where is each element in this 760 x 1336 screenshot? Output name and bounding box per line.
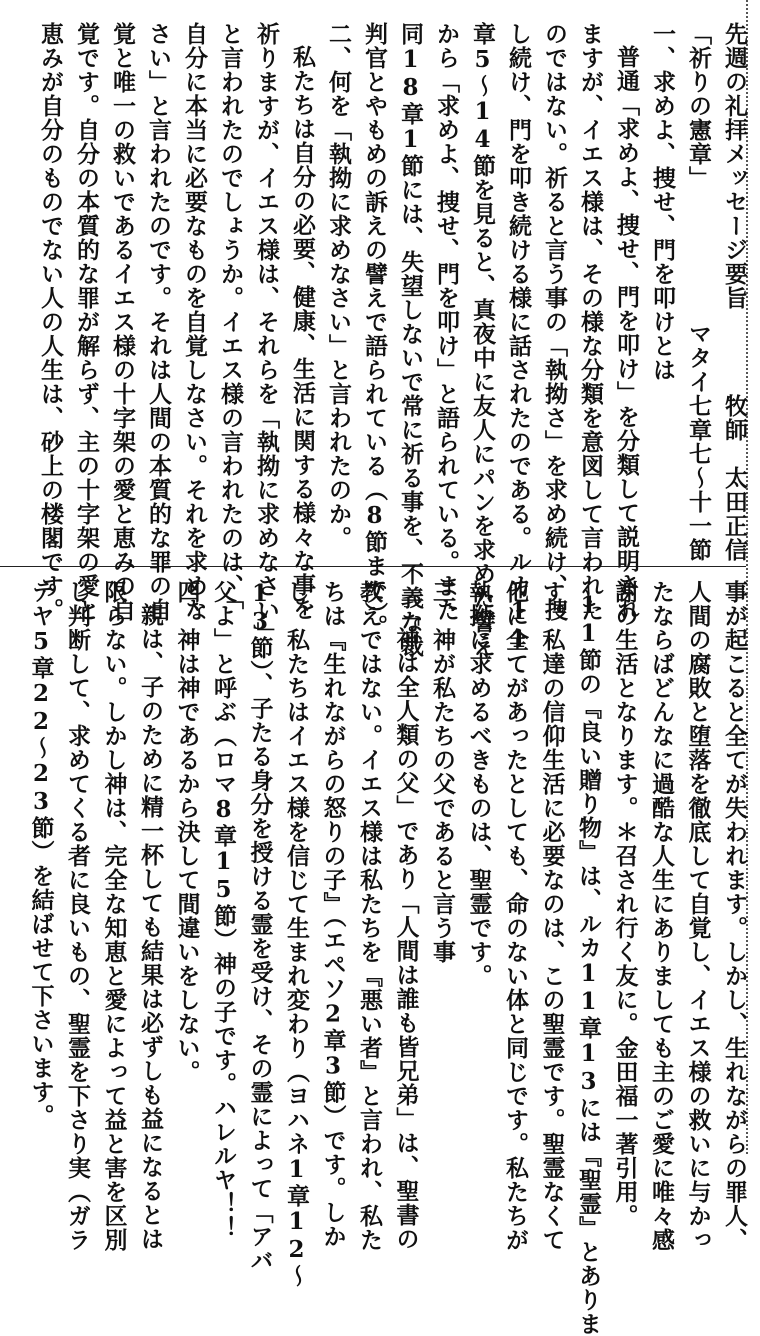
text-line: 覚です。自分の本質的な罪が解らず、主の十字架の愛と: [73, 22, 100, 622]
text-line: 人間の腐敗と堕落を徹底して自覚し、イエス様の救いに与かっ: [684, 580, 712, 1252]
text-line: 私たちは自分の必要、健康、生活に関する様々な事を: [289, 45, 316, 621]
pastor-name: 牧師 太田正信: [721, 394, 748, 562]
text-line: す。私達の信仰生活に必要なのは、この聖霊です。聖霊なくて: [538, 580, 566, 1252]
section-heading-4: 四、神は神であるから決して間違いをしない。: [173, 580, 201, 1084]
text-line: たならばどんなに過酷な人生にありましても主のご愛に唯々感: [648, 580, 675, 1252]
text-line: 親は、子のために精一杯しても結果は必ずしも益になるとは: [137, 603, 164, 1251]
text-line: 章5～14節を見ると、真夜中に友人にパンを求めた譬え: [469, 22, 496, 658]
text-line: と言われたのでしょうか。イエス様の言われたのは、「: [217, 22, 244, 611]
text-line: 他に全てがあったとしても、命のない体と同じです。私たちが: [502, 580, 529, 1252]
text-line: 13節）、子たる身分を授ける霊を受け、その霊によって「アバ: [246, 580, 274, 1273]
text-line: し判断して、求めてくる者に良いもの、聖霊を下さり実（ガラ: [64, 580, 91, 1252]
text-line: し、私たちはイエス様を信じて生まれ変わり（ヨハネ1章12～: [283, 580, 310, 1288]
section-heading-3: 三、神が私たちの父であると言う事: [429, 580, 456, 964]
text-line: 自分に本当に必要なものを自覚しなさい。それを求めな: [181, 22, 208, 622]
text-line: ますが、イエス様は、その様な分類を意図して言われた: [577, 22, 604, 622]
bottom-text-block: [16, 580, 748, 1336]
text-line: さい」と言われたのです。それは人間の本質的な罪の自: [145, 22, 172, 622]
text-line: 父よ」と呼ぶ（ロマ8章15節）神の子です。ハレルヤ！！: [210, 580, 237, 1240]
section-heading-2: 二、何を「執拗に求めなさい」と言われたのか。: [325, 22, 352, 550]
scripture-reference: マタイ七章七～十一節: [685, 322, 712, 562]
text-line: 判官とやもめの訴えの譬えで語られている（8節まで）。: [361, 22, 388, 639]
text-line: 事が起こると全てが失われます。しかし、生れながらの罪人、: [721, 580, 748, 1252]
text-line: 祈りますが、イエス様は、それらを「執拗に求めなさい」: [253, 22, 280, 646]
text-line: 11節の『良い贈り物』は、ルカ11章13には『聖霊』とありま: [575, 591, 602, 1336]
sermon-theme: 「祈りの憲章」: [685, 22, 712, 190]
text-line: 覚と唯一の救いであるイエス様の十字架の愛と恵みの自: [109, 22, 136, 622]
text-line: 同18章1節には、失望しないで常に祈る事を、不義な裁: [397, 22, 424, 658]
text-line: 恵みが自分のものでない人の人生は、砂上の楼閣です。: [37, 22, 64, 622]
text-line: から「求めよ、捜せ、門を叩け」と語られている。また: [433, 22, 460, 622]
text-line: 謝の生活となります。＊召され行く友に。金田福一著引用。: [611, 580, 639, 1228]
message-title: 先週の礼拝メッセージ要旨: [721, 22, 748, 310]
text-line: 「神は全人類の父」であり「人間は誰も皆兄弟」は、聖書の: [392, 603, 420, 1251]
text-line: 執拗に求めるべきものは、聖霊です。: [465, 580, 493, 988]
top-text-block: [26, 22, 748, 658]
theme-column: [687, 22, 710, 562]
text-line: のではない。祈ると言う事の「執拗さ」を求め続け、捜: [541, 22, 568, 622]
text-line: 普通「求めよ、捜せ、門を叩け」を分類して説明され: [613, 45, 640, 621]
text-line: 限らない。しかし神は、完全な知恵と愛によって益と害を区別: [100, 580, 128, 1252]
text-line: 教えではない。イエス様は私たちを『悪い者』と言われ、私た: [356, 580, 383, 1252]
text-line: ちは『生れながらの怒りの子』（エペソ2章3節）です。しか: [319, 580, 347, 1249]
section-heading-1: 一、求めよ、捜せ、門を叩けとは: [649, 22, 676, 382]
message-title-column: [723, 22, 746, 562]
text-line: し続け、門を叩き続ける様に話されたのである。ルカ11: [505, 22, 532, 654]
text-line: テヤ5章22～23節）を結ばせて下さいます。: [27, 580, 55, 1128]
